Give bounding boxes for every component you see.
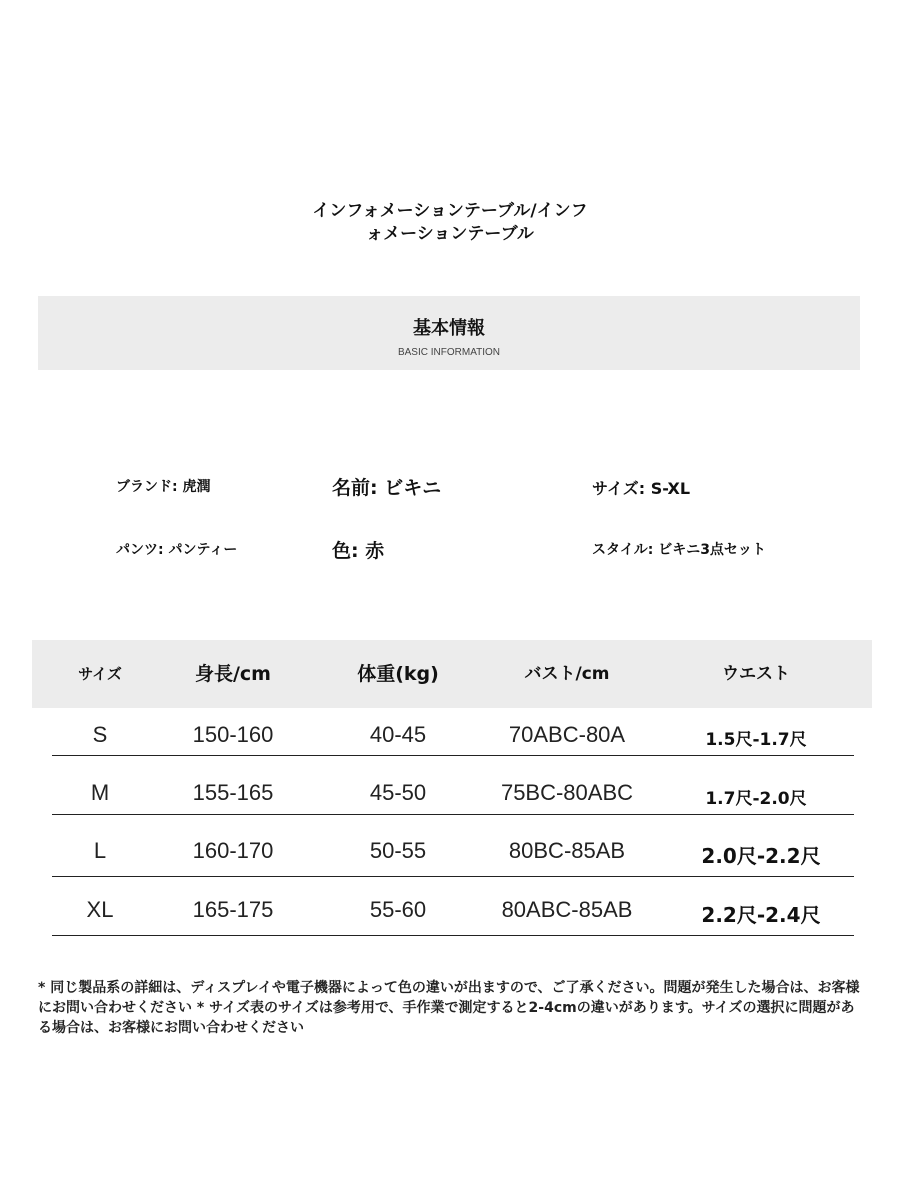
table-cell-size: XL — [86, 897, 114, 922]
table-cell-waist: 2.0尺-2.2尺 — [701, 844, 821, 868]
table-cell-waist: 2.2尺-2.4尺 — [701, 903, 821, 927]
info-name: 名前: ビキニ — [332, 477, 442, 499]
table-cell-bust: 70ABC-80A — [508, 722, 626, 747]
info-brand: ブランド: 虎潤 — [116, 479, 211, 495]
section-subtitle: BASIC INFORMATION — [397, 347, 501, 358]
table-cell-size: S — [92, 722, 108, 747]
header-bust: バスト/cm — [524, 664, 610, 684]
table-cell-waist: 1.7尺-2.0尺 — [705, 789, 807, 809]
section-title: 基本情報 — [413, 318, 485, 339]
page-title — [270, 200, 630, 246]
header-waist: ウエスト — [722, 664, 790, 684]
table-cell-bust: 80ABC-85AB — [501, 897, 633, 922]
header-weight: 体重(kg) — [357, 663, 439, 685]
table-cell-weight: 45-50 — [369, 780, 427, 805]
table-cell-bust: 80BC-85AB — [508, 838, 626, 863]
info-style: スタイル: ビキニ3点セット — [592, 542, 766, 558]
notice-text: * 同じ製品系の詳細は、ディスプレイや電子機器によって色の違いが出ますので、ご了承ください。問題が発生した場合は、お客様にお問い合わせください * サイズ表のサイズは参考用で、手作業で測定すると2-4cmの違いがあります。サイズの選択に問題がある場合は、お客様にお問い合わせください — [38, 980, 860, 1036]
header-size: サイズ — [78, 665, 122, 683]
info-color: 色: 赤 — [332, 540, 385, 562]
table-cell-height: 165-175 — [192, 897, 274, 922]
table-cell-weight: 50-55 — [369, 838, 427, 863]
table-cell-size: M — [90, 780, 110, 805]
row-divider — [52, 814, 854, 815]
table-cell-size: L — [93, 838, 107, 863]
page-title-line-1: インフォメーションテーブル/インフ — [312, 201, 588, 221]
row-divider — [52, 935, 854, 936]
table-cell-bust: 75BC-80ABC — [500, 780, 634, 805]
page-title-line-2: ォメーションテーブル — [366, 224, 534, 244]
table-cell-height: 160-170 — [192, 838, 274, 863]
size-table-header — [32, 640, 872, 708]
basic-information-header — [38, 296, 860, 370]
table-cell-waist: 1.5尺-1.7尺 — [705, 730, 807, 750]
info-size: サイズ: S-XL — [592, 479, 691, 498]
row-divider — [52, 876, 854, 877]
row-divider — [52, 755, 854, 756]
table-cell-height: 155-165 — [192, 780, 274, 805]
table-cell-weight: 40-45 — [369, 722, 427, 747]
table-cell-weight: 55-60 — [369, 897, 427, 922]
table-cell-height: 150-160 — [192, 722, 274, 747]
header-height: 身長/cm — [194, 663, 271, 685]
info-pants: パンツ: パンティー — [116, 542, 238, 558]
